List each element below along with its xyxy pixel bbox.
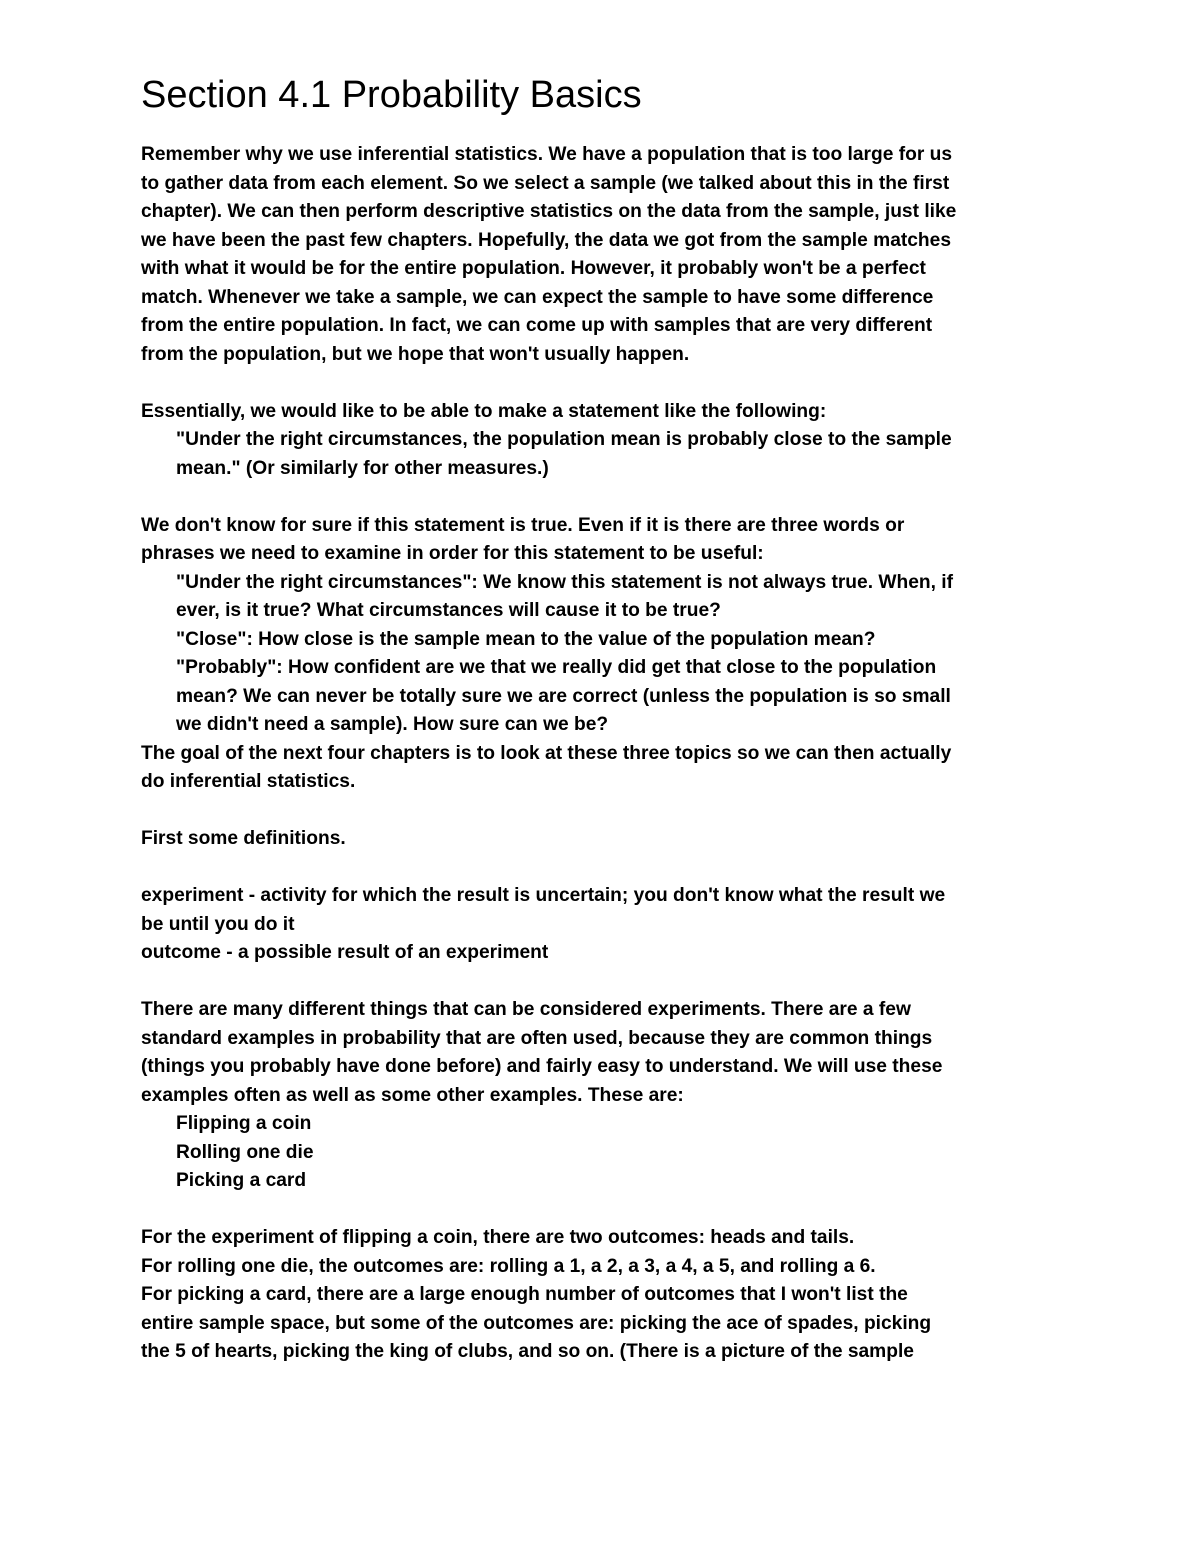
text-line: from the entire population. In fact, we can come up with samples that are very different <box>141 315 933 336</box>
text-line: We don't know for sure if this statement is true. Even if it is there are three words or <box>141 514 905 536</box>
text-line: Remember why we use inferential statistics. We have a population that is too large for us <box>141 144 953 165</box>
paragraph-three-phrases <box>141 512 1081 797</box>
text-line: examples often as well as some other examples. These are: <box>141 1084 684 1106</box>
text-line: entire sample space, but some of the outcomes are: picking the ace of spades, picking <box>141 1312 932 1334</box>
definition-line: outcome - a possible result of an experiment <box>141 942 549 963</box>
text-line: There are many different things that can be considered experiments. There are a few <box>141 999 911 1020</box>
definition-line: experiment - activity for which the result is uncertain; you don't know what the result we <box>141 885 946 906</box>
phrase-line: ever, is it true? What circumstances will cause it to be true? <box>176 600 721 621</box>
text-line: (things you probably have done before) and fairly easy to understand. We will use these <box>141 1056 943 1077</box>
paragraph-gap <box>141 369 1081 398</box>
text-line: standard examples in probability that are often used, because they are common things <box>141 1027 933 1049</box>
phrase-line: "Close": How close is the sample mean to the value of the population mean? <box>176 628 876 650</box>
phrase-line: "Probably": How confident are we that we really did get that close to the population <box>176 657 937 678</box>
text-line: First some definitions. <box>141 828 346 849</box>
text-line: match. Whenever we take a sample, we can expect the sample to have some difference <box>141 286 934 308</box>
text-line: For rolling one die, the outcomes are: rolling a 1, a 2, a 3, a 4, a 5, and rolling a 6. <box>141 1255 876 1277</box>
text-line: with what it would be for the entire population. However, it probably won't be a perfect <box>141 258 926 279</box>
paragraph-gap <box>141 797 1081 826</box>
page-title: Section 4.1 Probability Basics <box>141 74 642 116</box>
text-line: we have been the past few chapters. Hopefully, the data we got from the sample matches <box>141 229 951 251</box>
example-item: Picking a card <box>176 1170 307 1191</box>
paragraph-statement <box>141 398 1081 484</box>
definition-line: be until you do it <box>141 913 295 935</box>
text-line: the 5 of hearts, picking the king of clubs, and so on. (There is a picture of the sample <box>141 1341 914 1362</box>
text-line: For picking a card, there are a large enough number of outcomes that I won't list the <box>141 1284 908 1305</box>
example-item: Flipping a coin <box>176 1113 312 1134</box>
text-line: Essentially, we would like to be able to make a statement like the following: <box>141 400 827 422</box>
document-body <box>141 141 1081 1367</box>
paragraph-experiment-examples <box>141 996 1081 1196</box>
paragraph-gap <box>141 968 1081 997</box>
paragraph-gap <box>141 854 1081 883</box>
example-item: Rolling one die <box>176 1141 314 1163</box>
phrase-list <box>141 569 1081 740</box>
text-line: The goal of the next four chapters is to look at these three topics so we can then actually <box>141 742 952 764</box>
phrase-line: we didn't need a sample). How sure can we be? <box>176 714 609 735</box>
paragraph-gap <box>141 1196 1081 1225</box>
paragraph-definitions-intro <box>141 825 1081 854</box>
quote-line: mean." (Or similarly for other measures.) <box>176 457 549 479</box>
text-line: phrases we need to examine in order for this statement to be useful: <box>141 543 764 564</box>
paragraph-inferential-statistics <box>141 141 1081 369</box>
text-line: do inferential statistics. <box>141 771 356 792</box>
statement-quote <box>141 426 1081 483</box>
phrase-line: mean? We can never be totally sure we are correct (unless the population is so small <box>176 685 951 707</box>
text-line: to gather data from each element. So we select a sample (we talked about this in the first <box>141 172 950 194</box>
phrase-line: "Under the right circumstances": We know this statement is not always true. When, if <box>176 571 953 593</box>
quote-line: "Under the right circumstances, the population mean is probably close to the sample <box>176 429 952 450</box>
example-list <box>141 1110 1081 1196</box>
text-line: For the experiment of flipping a coin, there are two outcomes: heads and tails. <box>141 1227 855 1248</box>
paragraph-outcomes <box>141 1224 1081 1367</box>
definitions-list <box>141 882 1081 968</box>
text-line: chapter). We can then perform descriptive statistics on the data from the sample, just like <box>141 201 957 222</box>
paragraph-gap <box>141 483 1081 512</box>
text-line: from the population, but we hope that won't usually happen. <box>141 343 690 365</box>
